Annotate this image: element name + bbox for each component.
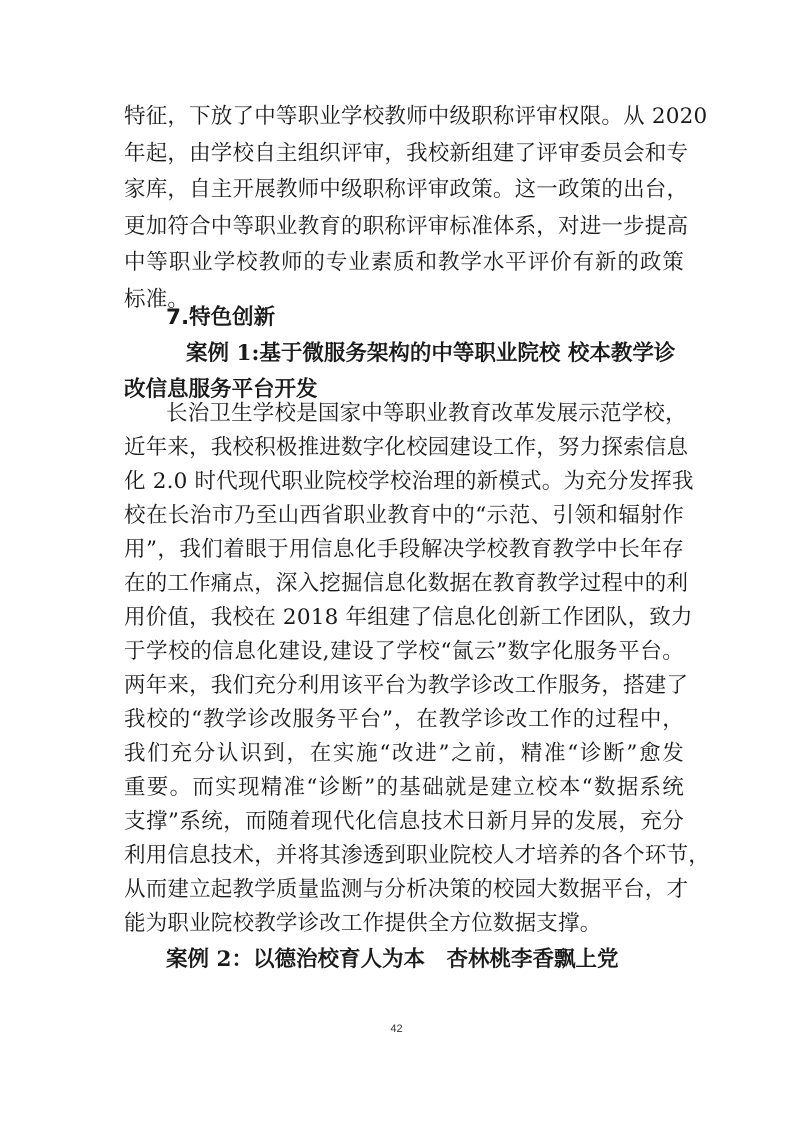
text-line: 重要。而实现精准“诊断”的基础就是建立校本“数据系统 [124,775,684,800]
text-line: 在的工作痛点，深入挖掘信息化数据在教育教学过程中的利 [124,571,689,596]
text-line: 我校的“教学诊改服务平台”，在教学诊改工作的过程中， [124,707,684,732]
text-line: 近年来，我校积极推进数字化校园建设工作，努力探索信息 [124,435,689,460]
case1-title-line2: 改信息服务平台开发 [124,377,318,402]
case1-title-line1: 案例 1:基于微服务架构的中等职业院校 校本教学诊 [186,341,676,366]
text-line: 从而建立起教学质量监测与分析决策的校园大数据平台，才 [124,877,689,902]
text-line: 长治卫生学校是国家中等职业教育改革发展示范学校， [166,401,687,426]
text-line: 中等职业学校教师的专业素质和教学水平评价有新的政策 [124,250,684,276]
text-line: 标准。 [124,287,190,312]
text-line: 我们充分认识到，在实施“改进”之前，精准“诊断”愈发 [124,741,684,766]
text-line: 特征，下放了中等职业学校教师中级职称评审权限。从 2020 [124,104,708,129]
section-heading: 7.特色创新 [166,305,276,330]
text-line: 能为职业院校教学诊改工作提供全方位数据支撑。 [124,911,602,936]
case2-title: 案例 2：以德治校育人为本 杏林桃李香飘上党 [166,947,619,972]
text-line: 年起，由学校自主组织评审，我校新组建了评审委员会和专 [124,140,689,166]
text-line: 支撑”系统，而随着现代化信息技术日新月异的发展，充分 [124,809,684,834]
text-line: 校在长治市乃至山西省职业教育中的“示范、引领和辐射作 [124,503,684,528]
text-line: 两年来，我们充分利用该平台为教学诊改工作服务，搭建了 [124,673,689,698]
text-line: 于学校的信息化建设,建设了学校“氤云”数字化服务平台。 [124,639,684,664]
text-line: 更加符合中等职业教育的职称评审标准体系，对进一步提高 [124,213,689,239]
text-line: 用”，我们着眼于用信息化手段解决学校教育教学中长年存 [124,537,684,562]
text-line: 化 2.0 时代现代职业院校学校治理的新模式。为充分发挥我 [124,469,694,494]
text-line: 家库，自主开展教师中级职称评审政策。这一政策的出台， [124,177,689,203]
text-line: 利用信息技术，并将其渗透到职业院校人才培养的各个环节， [124,843,710,868]
text-line: 用价值，我校在 2018 年组建了信息化创新工作团队，致力 [124,605,693,630]
page-number: 42 [390,1023,403,1035]
